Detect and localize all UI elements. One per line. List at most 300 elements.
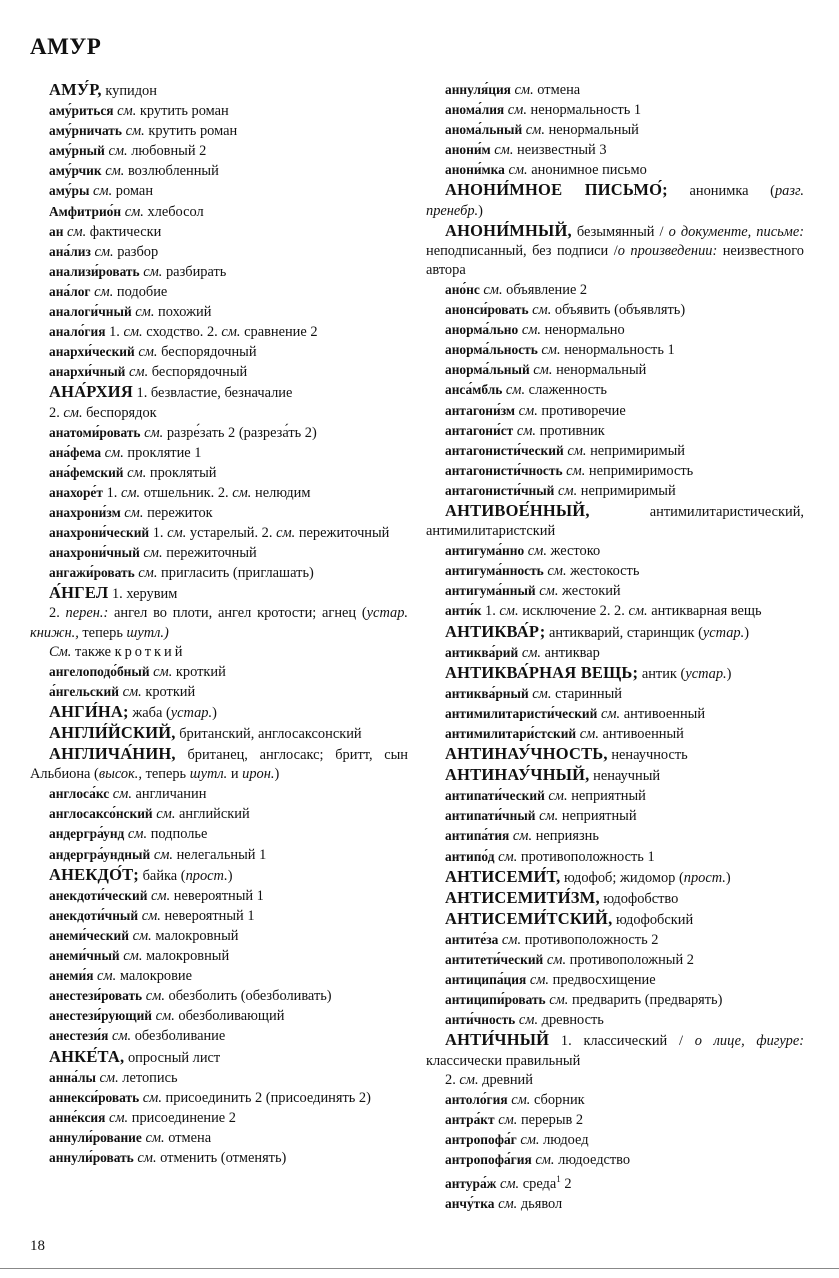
entry-headword: антипо́д	[445, 848, 495, 864]
entry-text: см.	[167, 525, 187, 542]
entry-text: см.	[527, 543, 547, 560]
entry-headword: анестези́ровать	[49, 988, 143, 1004]
entry-text: непримиримый	[586, 442, 685, 459]
entry-text: см.	[112, 786, 132, 803]
dictionary-entry	[30, 865, 408, 886]
entry-text: устар.	[702, 624, 745, 641]
entry-headword: анома́лия	[445, 102, 505, 118]
entry-headword: АНТИНАУ́ЧНЫЙ,	[445, 765, 590, 785]
entry-text: см.	[539, 583, 559, 600]
entry-text: пережиточный	[162, 545, 257, 562]
entry-text: см.	[547, 563, 567, 580]
entry-text: см.	[232, 484, 252, 501]
entry-text: людоед	[539, 1131, 589, 1148]
entry-text: возлюбленный	[124, 163, 219, 180]
entry-headword: ана́фемский	[49, 464, 124, 480]
entry-text: см.	[508, 162, 528, 179]
entry-text: противоположность 1	[517, 848, 655, 865]
entry-headword: анестези́рующий	[49, 1008, 153, 1024]
entry-text: см.	[156, 806, 176, 823]
entry-headword: ан	[49, 223, 64, 239]
entry-text: 1.	[149, 525, 168, 542]
entry-text: см.	[129, 364, 149, 381]
dictionary-entry	[30, 362, 408, 382]
entry-headword: антипати́ческий	[445, 788, 545, 804]
entry-headword: антагонисти́чность	[445, 462, 563, 478]
entry-text: антикварная вещь	[647, 603, 762, 620]
entry-text: жаба (	[128, 704, 171, 721]
entry-text: см.	[153, 846, 173, 863]
entry-headword: анатоми́ровать	[49, 424, 141, 440]
entry-text: ненаучность	[607, 747, 688, 764]
entry-text: см.	[516, 422, 537, 439]
dictionary-entry	[426, 340, 804, 360]
entry-text: см.	[125, 123, 145, 140]
entry-headword: АНТИСЕМИ́Т,	[445, 866, 561, 886]
entry-text: сравнение 2	[240, 324, 318, 341]
entry-text: антиквар	[541, 644, 600, 661]
entry-headword: анеми́чный	[49, 948, 120, 964]
entry-text: см.	[566, 462, 586, 479]
entry-headword: ано́нс	[445, 281, 480, 297]
dictionary-entry	[30, 302, 408, 322]
entry-headword: аму́рничать	[49, 123, 122, 139]
entry-text: см.	[521, 644, 542, 661]
entry-text: см.	[123, 324, 143, 341]
entry-text: см.	[533, 362, 553, 379]
entry-text: теперь	[142, 766, 190, 783]
dictionary-entry	[30, 804, 408, 824]
dictionary-entry	[30, 1006, 408, 1026]
entry-text: разбирать	[162, 263, 227, 280]
entry-text: разбор	[113, 243, 159, 260]
entry-text: см.	[505, 382, 526, 399]
entry-headword: анома́льный	[445, 122, 523, 138]
entry-text: отмена	[164, 1129, 212, 1146]
entry-text: малокровие	[116, 968, 192, 985]
entry-text: подполье	[147, 826, 208, 843]
entry-text: обезболивающий	[174, 1008, 285, 1025]
entry-text: см.	[93, 183, 113, 200]
entry-text: см.	[122, 683, 142, 700]
entry-text: перен.:	[65, 605, 109, 622]
entry-text: см.	[145, 988, 165, 1005]
dictionary-entry	[426, 221, 804, 280]
entry-text: )	[212, 704, 217, 721]
entry-text: см.	[124, 504, 144, 521]
entry-text: см.	[143, 545, 163, 562]
dictionary-entry	[30, 1108, 408, 1128]
entry-text: см.	[535, 1151, 555, 1168]
entry-headword: анеми́я	[49, 968, 94, 984]
entry-headword: аму́рный	[49, 143, 105, 159]
entry-headword: антропофа́г	[445, 1131, 517, 1147]
entry-text: похожий	[154, 304, 212, 321]
entry-text: см.	[541, 342, 561, 359]
entry-headword: анса́мбль	[445, 382, 503, 398]
entry-text: см.	[498, 848, 518, 865]
entry-headword: АНТИСЕМИ́ТСКИЙ,	[445, 908, 613, 928]
dictionary-entry	[426, 561, 804, 581]
entry-text: летопись	[118, 1069, 178, 1086]
dictionary-entry	[30, 784, 408, 804]
entry-text: см.	[67, 223, 87, 240]
entry-text: юдофобство	[599, 890, 679, 907]
entry-headword: анорма́льность	[445, 342, 538, 358]
entry-text: см.	[141, 907, 161, 924]
entry-text: кроткий	[172, 663, 226, 680]
entry-text: отмена	[533, 82, 581, 98]
entry-text: см.	[94, 283, 114, 300]
entry-text: см.	[558, 482, 578, 499]
entry-text: противоположный 2	[566, 952, 694, 969]
entry-text: сходство. 2.	[142, 324, 222, 341]
entry-text: ненормальность 1	[560, 342, 675, 359]
dictionary-entry	[426, 1130, 804, 1150]
entry-headword: аннекси́ровать	[49, 1089, 140, 1105]
entry-text: невероятный 1	[170, 887, 264, 904]
entry-text: см.	[104, 444, 124, 461]
dictionary-entry	[426, 1110, 804, 1130]
dictionary-entry	[30, 1148, 408, 1168]
entry-text: обезболивание	[131, 1028, 226, 1045]
dictionary-entry	[426, 1194, 804, 1214]
entry-headword: антимилитари́стский	[445, 726, 577, 741]
entry-headword: анахрони́чный	[49, 545, 140, 561]
dictionary-entry	[426, 643, 804, 663]
entry-text: неприятный	[558, 808, 637, 825]
dictionary-entry	[30, 463, 408, 483]
entry-text: противник	[536, 422, 605, 439]
entry-text: 1. классический /	[549, 1033, 695, 1050]
dictionary-entry	[30, 1047, 408, 1068]
entry-text: см.	[499, 603, 519, 620]
entry-text: см.	[108, 1109, 129, 1126]
entry-text: дьявол	[517, 1195, 563, 1212]
entry-text: о лице, фигуре:	[694, 1033, 804, 1050]
dictionary-entry	[30, 242, 408, 262]
entry-text: и	[227, 766, 243, 783]
entry-headword: антипати́чный	[445, 808, 536, 824]
dictionary-entry	[30, 824, 408, 844]
entry-text: см.	[532, 302, 552, 319]
dictionary-entry	[30, 181, 408, 201]
entry-text: см.	[579, 726, 599, 742]
entry-headword: антиква́рный	[445, 685, 529, 701]
entry-text: )	[227, 867, 233, 884]
entry-text: ангел во плоти, ангел кротости; агнец (	[108, 605, 367, 622]
dictionary-entry	[426, 806, 804, 826]
entry-text: кроткий	[114, 643, 186, 660]
dictionary-entry	[30, 906, 408, 926]
entry-text: антивоенный	[598, 726, 684, 742]
entry-text: юдофоб; жидомор (	[560, 869, 684, 886]
entry-text: среда	[519, 1175, 557, 1192]
entry-text: также	[71, 643, 115, 660]
entry-text: см.	[63, 404, 83, 421]
entry-text: слаженность	[525, 382, 607, 399]
entry-text: английский	[175, 806, 250, 823]
entry-text: опросный лист	[124, 1049, 221, 1066]
entry-headword: ангажи́ровать	[49, 565, 135, 581]
entry-text: крутить роман	[136, 103, 229, 120]
dictionary-entry	[426, 100, 804, 120]
entry-text: устар.	[170, 704, 213, 721]
entry-text: жестокость	[566, 563, 640, 580]
entry-text: антикварий, старинщик (	[545, 624, 703, 641]
entry-text: 1.	[102, 484, 121, 501]
entry-text: шутл.)	[126, 624, 169, 641]
entry-text: см.	[142, 1089, 162, 1106]
bottom-rule	[0, 1268, 839, 1269]
dictionary-entry	[426, 765, 804, 786]
entry-headword: аннули́рование	[49, 1129, 142, 1145]
dictionary-entry	[30, 161, 408, 181]
entry-headword: анахрони́ческий	[49, 525, 150, 541]
dictionary-entry	[30, 202, 408, 222]
entry-text: исключение 2. 2.	[518, 603, 629, 620]
page-number: 18	[30, 1238, 45, 1254]
entry-text: см.	[459, 1071, 479, 1088]
entry-headword: ана́лиз	[49, 243, 91, 259]
entry-headword: андергра́унд	[49, 826, 125, 842]
entry-text: разг. пренебр.	[426, 183, 804, 219]
entry-headword: анекдоти́чный	[49, 907, 139, 923]
dictionary-entry	[426, 786, 804, 806]
entry-text: юдофобский	[612, 911, 694, 928]
dictionary-entry	[426, 704, 804, 724]
entry-headword: анонси́ровать	[445, 302, 529, 318]
dictionary-entry	[426, 120, 804, 140]
entry-headword: антура́ж	[445, 1175, 497, 1191]
dictionary-entry	[426, 380, 804, 400]
entry-headword: антагонисти́ческий	[445, 442, 564, 458]
dictionary-entry	[30, 702, 408, 723]
entry-text: обезболить (обезболивать)	[164, 988, 332, 1005]
entry-text: древность	[538, 1012, 604, 1029]
entry-text: роман	[112, 183, 154, 200]
dictionary-entry	[426, 847, 804, 867]
dictionary-entry	[426, 1010, 804, 1030]
entry-headword: АНОНИ́МНЫЙ,	[445, 220, 572, 240]
entry-text: 1	[556, 1174, 561, 1185]
entry-text: устарелый. 2.	[186, 525, 277, 542]
entry-text: см.	[135, 304, 155, 321]
right-column	[426, 80, 804, 1214]
dictionary-entry	[426, 867, 804, 888]
dictionary-entry	[30, 1128, 408, 1148]
entry-headword: антигума́нный	[445, 583, 536, 599]
dictionary-entry	[30, 322, 408, 342]
dictionary-entry	[30, 282, 408, 302]
entry-headword: АНТИКВА́Р;	[445, 621, 546, 641]
entry-text: см.	[108, 143, 128, 160]
entry-headword: анорма́льный	[445, 362, 530, 378]
entry-text: британец, англосакс; бритт, сын Альбиона (	[30, 747, 408, 783]
entry-text: см.	[138, 565, 158, 582]
entry-text: о документе, письме:	[668, 223, 804, 240]
dictionary-entry	[30, 1026, 408, 1046]
entry-text: устар. книжн.,	[30, 605, 409, 641]
entry-text: анонимка (	[667, 183, 775, 200]
entry-text: )	[274, 766, 280, 783]
entry-text: см.	[628, 603, 648, 620]
entry-text: см.	[518, 402, 538, 419]
entry-text: ирон.	[242, 766, 275, 783]
entry-headword: антигума́нно	[445, 543, 525, 559]
dictionary-entry	[426, 280, 804, 300]
dictionary-entry	[30, 946, 408, 966]
entry-text: )	[744, 624, 750, 641]
dictionary-entry	[30, 1068, 408, 1088]
entry-text: см.	[111, 1028, 132, 1045]
entry-text: см.	[514, 82, 534, 98]
entry-headword: антиципа́ция	[445, 972, 527, 988]
left-column	[30, 80, 408, 1168]
entry-text: разре́зать 2 (разреза́ть 2)	[163, 424, 317, 441]
entry-text: непримиримый	[577, 482, 676, 499]
dictionary-entry	[30, 342, 408, 362]
entry-text: см.	[97, 968, 117, 985]
entry-text: см.	[549, 992, 569, 1009]
dictionary-entry	[426, 180, 804, 220]
entry-text: ненормально	[540, 322, 625, 339]
entry-text: см.	[127, 826, 148, 843]
entry-text: см.	[105, 163, 125, 180]
entry-text: пережиточный	[295, 525, 390, 542]
entry-text: )	[726, 665, 732, 682]
entry-headword: анони́м	[445, 142, 491, 158]
entry-text: древний	[478, 1071, 533, 1088]
dictionary-entry	[426, 990, 804, 1010]
dictionary-entry	[30, 744, 408, 784]
entry-text: присоединение 2	[128, 1109, 236, 1126]
dictionary-entry	[30, 662, 408, 682]
entry-text: предварить (предварять)	[568, 992, 723, 1009]
entry-headword: антиква́рий	[445, 644, 519, 660]
entry-text: малокровный	[151, 927, 239, 944]
entry-text: )	[478, 202, 483, 219]
entry-headword: аму́рчик	[49, 163, 102, 179]
entry-text: см.	[99, 1069, 119, 1086]
dictionary-entry	[30, 563, 408, 583]
entry-headword: анорма́льно	[445, 322, 519, 338]
entry-headword: ангелоподо́бный	[49, 663, 150, 679]
entry-text: см.	[548, 788, 568, 805]
entry-text: ненормальный	[544, 122, 639, 139]
entry-headword: АНЕКДО́Т;	[49, 864, 140, 884]
entry-text: см.	[143, 263, 163, 280]
entry-text: прост.	[683, 869, 726, 886]
entry-text: См.	[49, 643, 72, 660]
dictionary-entry	[426, 481, 804, 501]
entry-text: невероятный 1	[160, 907, 255, 924]
entry-headword: АМУ́Р,	[49, 80, 102, 99]
entry-headword: андергра́ундный	[49, 846, 151, 862]
entry-text: см.	[600, 705, 621, 722]
entry-text: анонимное письмо	[527, 162, 647, 179]
dictionary-entry	[426, 360, 804, 380]
entry-headword: анони́мка	[445, 162, 505, 178]
entry-text: см.	[507, 102, 527, 119]
entry-text: 1.	[481, 603, 500, 620]
entry-text: антимилитаристический, антимилитаристский	[426, 503, 804, 540]
entry-text: британский, англосаксонский	[175, 726, 362, 742]
dictionary-entry	[426, 950, 804, 970]
entry-text: англичанин	[131, 786, 207, 803]
entry-text: перерыв 2	[517, 1111, 584, 1128]
entry-text: пригласить (приглашать)	[157, 565, 314, 582]
entry-text: непримиримость	[585, 462, 694, 479]
dictionary-entry	[30, 523, 408, 543]
entry-text: см.	[124, 203, 144, 220]
entry-headword: аналоги́чный	[49, 304, 132, 320]
entry-text: беспорядочный	[157, 344, 257, 361]
entry-headword: антагони́зм	[445, 402, 516, 418]
entry-text: ненормальный	[552, 362, 647, 379]
dictionary-entry	[30, 1088, 408, 1108]
entry-text: подобие	[113, 283, 168, 300]
entry-headword: анти́чность	[445, 1012, 516, 1028]
entry-text: проклятый	[146, 464, 217, 481]
entry-text: см.	[221, 324, 241, 341]
entry-text: 1. херувим	[108, 586, 178, 603]
entry-text: )	[725, 869, 731, 886]
entry-text: см.	[138, 344, 158, 361]
entry-text: малокровный	[142, 948, 230, 965]
entry-text: ненормальность 1	[526, 102, 642, 119]
dictionary-entry	[30, 101, 408, 121]
entry-text: см.	[276, 525, 296, 542]
dictionary-entry	[426, 1150, 804, 1170]
dictionary-entry	[426, 970, 804, 990]
dictionary-entry	[30, 503, 408, 523]
entry-headword: аннуля́ция	[445, 82, 511, 97]
entry-headword: АНТИ́ЧНЫЙ	[445, 1030, 550, 1050]
entry-headword: анекдоти́ческий	[49, 887, 148, 903]
entry-text: жестокий	[558, 583, 621, 600]
entry-text: см.	[137, 1149, 157, 1166]
entry-text: см.	[498, 1111, 518, 1128]
dictionary-entry	[426, 684, 804, 704]
dictionary-entry	[426, 622, 804, 643]
entry-text: см.	[155, 1008, 175, 1025]
entry-headword: антиципи́ровать	[445, 992, 546, 1008]
entry-headword: ана́лог	[49, 283, 91, 299]
entry-text: см.	[546, 952, 567, 969]
dictionary-entry	[426, 541, 804, 561]
dictionary-entry	[426, 724, 804, 744]
dictionary-entry	[426, 909, 804, 930]
entry-text: безымянный /	[571, 223, 669, 240]
entry-headword: антра́кт	[445, 1111, 495, 1127]
entry-text: см.	[127, 464, 147, 481]
entry-text: см.	[525, 122, 545, 139]
entry-headword: анестези́я	[49, 1028, 109, 1044]
dictionary-entry	[30, 121, 408, 141]
entry-text: проклятие 1	[123, 444, 202, 461]
dictionary-entry	[30, 443, 408, 463]
entry-text: см.	[518, 1012, 539, 1029]
entry-headword: анализи́ровать	[49, 263, 140, 279]
entry-text: см.	[144, 424, 164, 441]
entry-text: см.	[145, 1129, 165, 1146]
entry-text: пережиток	[143, 504, 213, 521]
entry-text: неприязнь	[532, 828, 599, 845]
entry-text: см.	[521, 322, 541, 339]
entry-headword: антигума́нность	[445, 563, 544, 579]
entry-text: предвосхищение	[549, 972, 656, 989]
